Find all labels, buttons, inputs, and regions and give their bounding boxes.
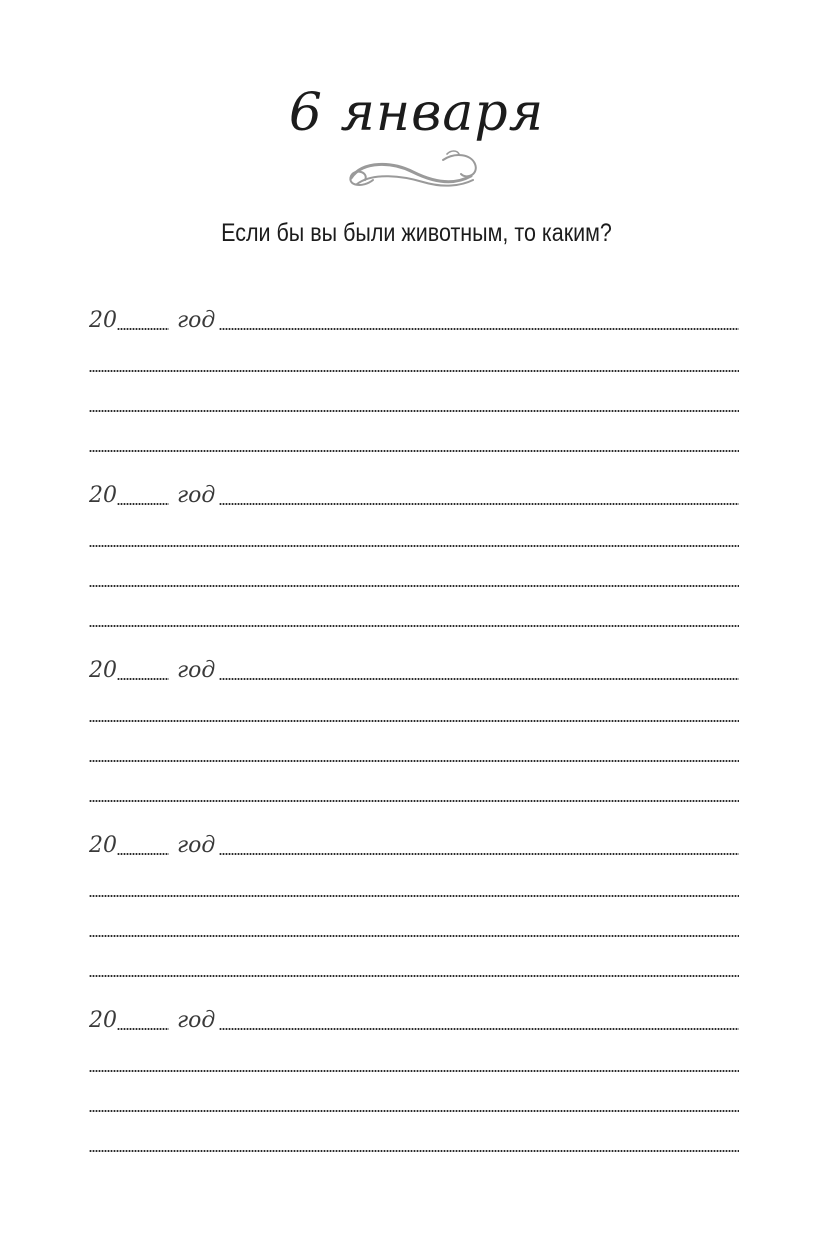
answer-line[interactable] [89, 759, 739, 763]
answer-line[interactable] [89, 974, 739, 978]
year-input-line[interactable] [117, 852, 169, 856]
answer-line[interactable] [89, 719, 739, 723]
answer-line[interactable] [89, 449, 739, 453]
answer-line[interactable] [89, 1109, 739, 1113]
journal-entry [89, 825, 739, 1000]
journal-entry [89, 1000, 739, 1175]
year-prefix: 20 [89, 658, 117, 683]
answer-line[interactable] [89, 369, 739, 373]
answer-line[interactable] [89, 894, 739, 898]
year-label: год [177, 483, 216, 508]
answer-line[interactable] [89, 799, 739, 803]
entry-header [89, 300, 739, 334]
answer-line[interactable] [89, 1069, 739, 1073]
answer-line[interactable] [89, 934, 739, 938]
year-prefix: 20 [89, 833, 117, 858]
answer-line[interactable] [219, 852, 739, 856]
answer-line[interactable] [89, 1149, 739, 1153]
year-label: год [177, 308, 216, 333]
year-prefix: 20 [89, 1008, 117, 1033]
question-prompt: Если бы вы были животным, то каким? [221, 219, 612, 247]
journal-entry [89, 650, 739, 825]
journal-entry [89, 475, 739, 650]
answer-line[interactable] [89, 544, 739, 548]
year-input-line[interactable] [117, 502, 169, 506]
year-prefix: 20 [89, 483, 117, 508]
answer-line[interactable] [89, 409, 739, 413]
flourish-ornament-icon [343, 150, 483, 196]
answer-line[interactable] [219, 327, 739, 331]
journal-entries [89, 300, 739, 1175]
page-date-title: 6 января [288, 83, 545, 143]
year-prefix: 20 [89, 308, 117, 333]
answer-line[interactable] [219, 502, 739, 506]
year-input-line[interactable] [117, 327, 169, 331]
entry-header [89, 1000, 739, 1034]
year-input-line[interactable] [117, 1027, 169, 1031]
answer-line[interactable] [89, 584, 739, 588]
year-label: год [177, 658, 216, 683]
answer-line[interactable] [219, 677, 739, 681]
answer-line[interactable] [89, 624, 739, 628]
year-input-line[interactable] [117, 677, 169, 681]
answer-line[interactable] [219, 1027, 739, 1031]
entry-header [89, 650, 739, 684]
entry-header [89, 475, 739, 509]
entry-header [89, 825, 739, 859]
year-label: год [177, 833, 216, 858]
year-label: год [177, 1008, 216, 1033]
journal-entry [89, 300, 739, 475]
